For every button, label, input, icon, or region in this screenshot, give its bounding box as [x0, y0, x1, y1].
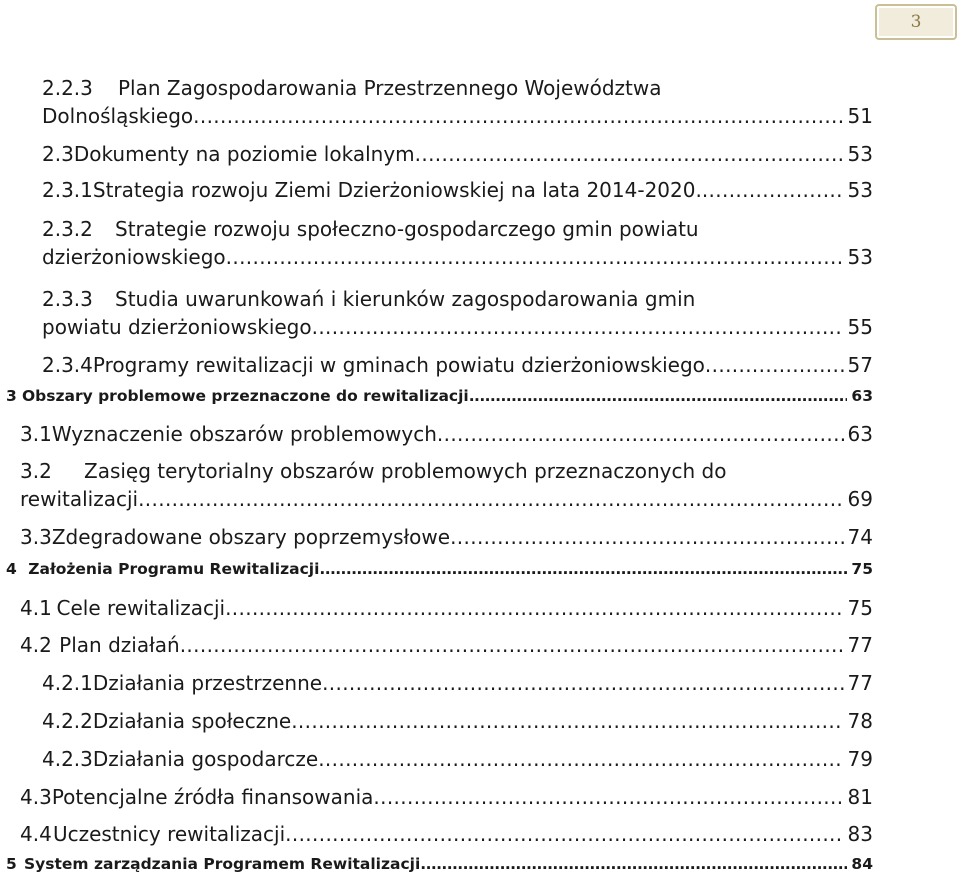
toc-entry-page: 55	[847, 315, 873, 339]
toc-dot-leader	[420, 854, 847, 874]
toc-entry-page: 83	[847, 822, 873, 846]
page-number-badge: 3	[875, 4, 957, 40]
toc-entry[interactable]	[6, 850, 873, 874]
toc-entry-number: 2.3.4	[42, 353, 93, 377]
toc-dot-leader	[193, 104, 843, 128]
toc-entry-number: 4.2.3	[42, 747, 93, 771]
toc-dot-leader	[225, 596, 843, 620]
toc-entry-title: Programy rewitalizacji w gminach powiatu dzierżoniowskiego	[92, 353, 705, 377]
toc-entry-number: 3	[6, 387, 17, 405]
toc-entry-title: Uczestnicy rewitalizacji	[52, 822, 286, 846]
toc-dot-leader	[415, 142, 844, 166]
toc-entry[interactable]	[42, 136, 873, 166]
toc-dot-leader	[705, 353, 844, 377]
toc-dot-leader	[437, 422, 844, 446]
toc-entry[interactable]	[20, 519, 873, 549]
toc-entry[interactable]	[42, 347, 873, 377]
toc-entry-title: Plan działań	[59, 633, 180, 657]
toc-dot-leader	[138, 487, 843, 511]
toc-entry[interactable]	[42, 211, 873, 241]
toc-entry-title: Cele rewitalizacji	[56, 596, 226, 620]
toc-dot-leader	[312, 315, 844, 339]
toc-entry[interactable]	[6, 382, 873, 406]
toc-entry-title: Działania przestrzenne	[92, 671, 323, 695]
toc-entry-title: Plan Zagospodarowania Przestrzennego Województwa	[118, 76, 662, 100]
toc-entry-title: Potencjalne źródła finansowania	[51, 785, 374, 809]
toc-entry-title: Strategia rozwoju Ziemi Dzierżoniowskiej na lata 2014-2020.	[92, 178, 702, 202]
toc-entry-number: 4.2.1	[42, 671, 93, 695]
toc-entry-number: 2.3.1	[42, 178, 93, 202]
toc-entry-page: 57	[847, 353, 873, 377]
toc-entry[interactable]	[42, 98, 873, 128]
toc-entry-page: 53	[847, 142, 873, 166]
toc-entry-page: 77	[847, 671, 873, 695]
toc-dot-leader	[450, 525, 843, 549]
toc-entry-title: powiatu dzierżoniowskiego	[42, 315, 312, 339]
toc-entry-number: 5	[6, 855, 17, 873]
toc-entry-page: 84	[851, 855, 873, 873]
toc-dot-leader	[291, 709, 843, 733]
toc-entry-number: 4.4	[20, 822, 52, 846]
toc-entry-title: System zarządzania Programem Rewitalizacji	[24, 855, 421, 873]
toc-entry-number: 3.3	[20, 525, 52, 549]
toc-entry-title: Strategie rozwoju społeczno-gospodarczego gmin powiatu	[115, 217, 699, 241]
toc-entry-page: 77	[847, 633, 873, 657]
toc-dot-leader	[226, 245, 844, 269]
toc-entry-number: 4.1	[20, 596, 52, 620]
toc-entry-title: Dokumenty na poziomie lokalnym	[73, 142, 415, 166]
toc-dot-leader	[469, 386, 848, 406]
toc-entry-number: 4.2	[20, 633, 52, 657]
toc-entry[interactable]	[20, 816, 873, 846]
toc-entry-page: 69	[847, 487, 873, 511]
toc-entry-number: 2.2.3	[42, 76, 93, 100]
toc-dot-leader	[373, 785, 843, 809]
toc-entry-page: 51	[847, 104, 873, 128]
toc-entry-title: Działania gospodarcze	[92, 747, 319, 771]
toc-entry-number: 4.3	[20, 785, 52, 809]
toc-entry-title: Działania społeczne	[92, 709, 292, 733]
toc-entry-number: 3.1	[20, 422, 52, 446]
toc-entry-page: 81	[847, 785, 873, 809]
toc-entry[interactable]	[42, 665, 873, 695]
toc-dot-leader	[285, 822, 843, 846]
toc-entry-page: 75	[851, 560, 873, 578]
toc-entry-number: 4.2.2	[42, 709, 93, 733]
toc-entry[interactable]	[42, 703, 873, 733]
toc-dot-leader	[318, 747, 843, 771]
toc-entry[interactable]	[6, 555, 873, 579]
toc-entry-number: 2.3.3	[42, 287, 93, 311]
toc-entry-number: 4	[6, 560, 17, 578]
toc-dot-leader	[319, 559, 847, 579]
toc-entry-page: 79	[847, 747, 873, 771]
toc-entry-title: Zasięg terytorialny obszarów problemowych przeznaczonych do	[84, 459, 727, 483]
toc-entry-page: 74	[847, 525, 873, 549]
toc-entry-page: 53	[847, 178, 873, 202]
toc-entry-title: Wyznaczenie obszarów problemowych	[51, 422, 437, 446]
toc-entry-title: Zdegradowane obszary poprzemysłowe	[51, 525, 451, 549]
toc-entry-number: 3.2	[20, 459, 52, 483]
toc-entry-page: 63	[847, 422, 873, 446]
toc-entry[interactable]	[42, 70, 873, 100]
toc-entry[interactable]	[20, 627, 873, 657]
toc-entry-title: Studia uwarunkowań i kierunków zagospodarowania gmin	[115, 287, 696, 311]
toc-entry-page: 63	[851, 387, 873, 405]
toc-entry-number: 2.3.2	[42, 217, 93, 241]
toc-entry[interactable]	[42, 281, 873, 311]
toc-entry-number: 2.3	[42, 142, 74, 166]
toc-entry-title: Założenia Programu Rewitalizacji	[28, 560, 320, 578]
toc-entry[interactable]	[20, 481, 873, 511]
toc-entry[interactable]	[20, 453, 873, 483]
toc-entry-title: rewitalizacji	[20, 487, 139, 511]
toc-entry[interactable]	[20, 590, 873, 620]
toc-entry[interactable]	[42, 172, 873, 202]
toc-entry[interactable]	[42, 309, 873, 339]
toc-entry[interactable]	[42, 239, 873, 269]
toc-entry-page: 78	[847, 709, 873, 733]
toc-entry[interactable]	[20, 416, 873, 446]
toc-dot-leader	[702, 178, 844, 202]
toc-entry-title: Obszary problemowe przeznaczone do rewitalizacji	[21, 387, 469, 405]
toc-entry-page: 75	[847, 596, 873, 620]
toc-dot-leader	[322, 671, 843, 695]
toc-entry-title: Dolnośląskiego	[42, 104, 194, 128]
toc-entry-title: dzierżoniowskiego	[42, 245, 226, 269]
toc-entry[interactable]	[20, 779, 873, 809]
toc-dot-leader	[180, 633, 844, 657]
toc-entry[interactable]	[42, 741, 873, 771]
toc-entry-page: 53	[847, 245, 873, 269]
